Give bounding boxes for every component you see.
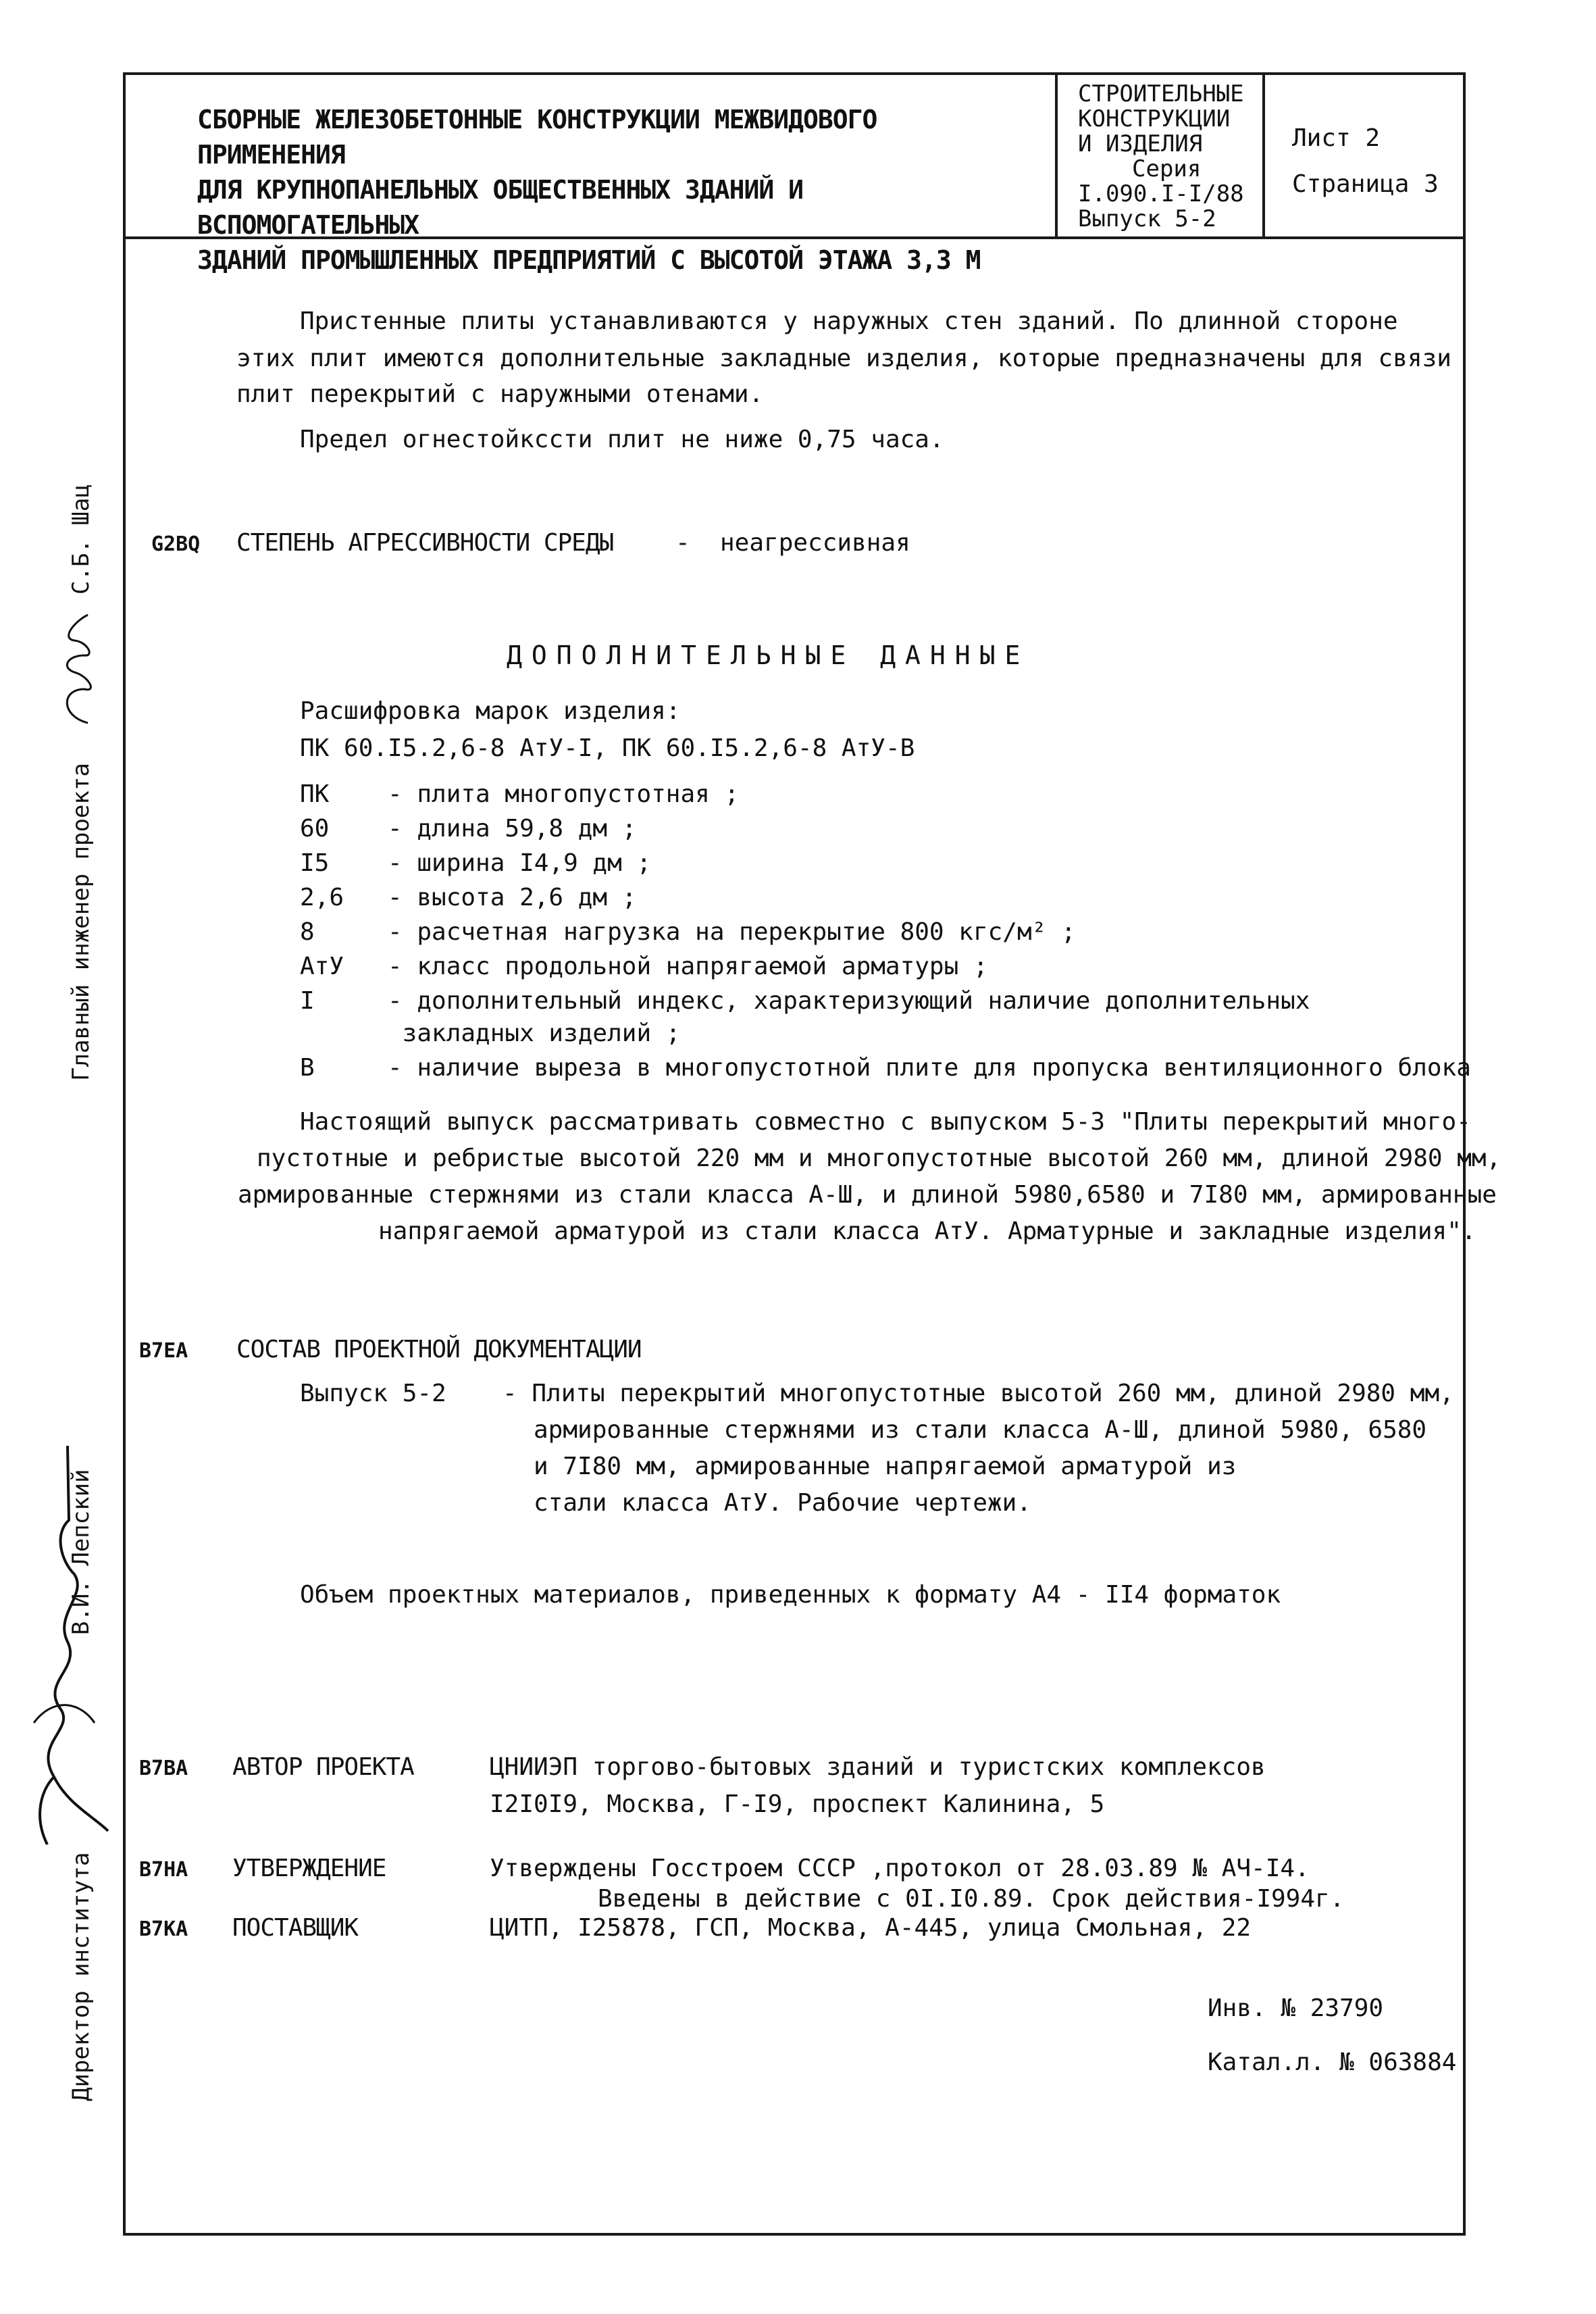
- decode-row: [300, 884, 636, 911]
- section-label: АВТОР ПРОЕКТА: [232, 1753, 414, 1781]
- note-line: Настоящий выпуск рассматривать совместно с выпуском 5-3 "Плиты перекрытий много-: [300, 1108, 1471, 1136]
- decode-key: ПК: [300, 780, 330, 808]
- decode-title: Расшифровка марок изделия:: [300, 697, 681, 725]
- decode-value: - плита многопустотная ;: [388, 780, 740, 808]
- note-line: армированные стержнями из стали класса А-Ш, и длиной 5980,6580 и 7I80 мм, армированные: [238, 1181, 1497, 1209]
- fire-resistance: Предел огнестойкссти плит не ниже 0,75 часа.: [300, 426, 944, 453]
- author-line: ЦНИИЭП торгово-бытовых зданий и туристских комплексов: [490, 1753, 1266, 1781]
- section-code: B7BA: [139, 1757, 188, 1780]
- decode-key: I5: [300, 849, 330, 877]
- section-code: B7KA: [139, 1917, 188, 1941]
- aggressiveness-value: неагрессивная: [720, 529, 910, 557]
- section-label: СОСТАВ ПРОЕКТНОЙ ДОКУМЕНТАЦИИ: [236, 1336, 642, 1363]
- supplier-line: ЦИТП, I25878, ГСП, Москва, А-445, улица Смольная, 22: [490, 1914, 1252, 1942]
- series-line: КОНСТРУКЦИИ: [1078, 105, 1231, 132]
- note-line: напрягаемой арматурой из стали класса АтУ. Арматурные и закладные изделия".: [378, 1217, 1476, 1245]
- section-label: УТВЕРЖДЕНИЕ: [232, 1855, 386, 1882]
- sheet-number: Лист 2: [1292, 124, 1381, 152]
- approval-line: Утверждены Госстроем СССР ,протокол от 28.03.89 № АЧ-I4.: [490, 1855, 1310, 1882]
- director-signature: [14, 1439, 128, 1858]
- decode-key: 60: [300, 815, 330, 842]
- section-heading: ДОПОЛНИТЕЛЬНЫЕ ДАННЫЕ: [507, 640, 1030, 670]
- documentation-line: - Плиты перекрытий многопустотные высотой 260 мм, длиной 2980 мм,: [503, 1380, 1454, 1407]
- decode-value: закладных изделий ;: [388, 1020, 681, 1047]
- decode-value: - класс продольной напрягаемой арматуры ;: [388, 953, 988, 980]
- decode-value: - высота 2,6 дм ;: [388, 884, 637, 911]
- decode-key: 2,6: [300, 884, 344, 911]
- intro-line: Пристенные плиты устанавливаются у наружных стен зданий. По длинной стороне: [300, 307, 1398, 335]
- director-name: В.И. Лепский: [68, 1469, 95, 1635]
- series-line: Серия: [1132, 155, 1202, 182]
- decode-key: АтУ: [300, 953, 344, 980]
- decode-row: [300, 780, 739, 808]
- series-line: И ИЗДЕЛИЯ: [1078, 130, 1203, 157]
- documentation-line: стали класса АтУ. Рабочие чертежи.: [534, 1489, 1031, 1517]
- decode-row: [300, 1054, 1471, 1082]
- decode-row: [300, 1020, 680, 1047]
- section-label: ПОСТАВЩИК: [232, 1914, 359, 1942]
- decode-key: 8: [300, 918, 315, 946]
- note-line: пустотные и ребристые высотой 220 мм и многопустотные высотой 260 мм, длиной 2980 мм,: [257, 1145, 1501, 1172]
- decode-value: - дополнительный индекс, характеризующий наличие дополнительных: [388, 987, 1310, 1015]
- section-code: G2BQ: [151, 532, 201, 556]
- decode-value: - длина 59,8 дм ;: [388, 815, 637, 842]
- decode-row: [300, 987, 1310, 1015]
- inventory-number: Инв. № 23790: [1208, 1994, 1384, 2022]
- dash: -: [675, 529, 690, 557]
- title-block: [123, 72, 1466, 275]
- intro-line: этих плит имеются дополнительные закладные изделия, которые предназначены для связи: [236, 345, 1451, 372]
- series-number: I.090.I-I/88: [1078, 180, 1244, 207]
- decode-key: I: [300, 987, 315, 1015]
- chief-engineer-name: С.Б. Шац: [68, 484, 95, 595]
- volume-line: Объем проектных материалов, приведенных к формату А4 - II4 форматок: [300, 1581, 1281, 1609]
- decode-row: [300, 953, 988, 980]
- section-code: B7HA: [139, 1858, 188, 1882]
- series-line: СТРОИТЕЛЬНЫЕ: [1078, 80, 1244, 107]
- director-label: Директор института: [68, 1852, 95, 2101]
- issue-label: Выпуск 5-2: [300, 1380, 446, 1407]
- decode-row: [300, 918, 1076, 946]
- decode-row: [300, 815, 636, 842]
- page-number: Страница 3: [1292, 170, 1439, 198]
- decode-value: - расчетная нагрузка на перекрытие 800 кгс/м² ;: [388, 918, 1076, 946]
- title-line: СБОРНЫЕ ЖЕЛЕЗОБЕТОННЫЕ КОНСТРУКЦИИ МЕЖВИДОВОГО ПРИМЕНЕНИЯ: [197, 105, 877, 170]
- title-line: ДЛЯ КРУПНОПАНЕЛЬНЫХ ОБЩЕСТВЕННЫХ ЗДАНИЙ И ВСПОМОГАТЕЛЬНЫХ: [197, 175, 803, 240]
- decode-key: В: [300, 1054, 315, 1082]
- decode-row: [300, 849, 651, 877]
- catalog-number: Катал.л. № 063884: [1208, 2048, 1457, 2076]
- decode-value: - наличие выреза в многопустотной плите для пропуска вентиляционного блока: [388, 1054, 1471, 1082]
- series-block: [1058, 75, 1265, 236]
- product-marks: ПК 60.I5.2,6-8 АтУ-I, ПК 60.I5.2,6-8 АтУ-В: [300, 734, 915, 762]
- document-title: [126, 75, 1058, 275]
- chief-engineer-label: Главный инженер проекта: [68, 763, 95, 1081]
- chief-engineer-signature: [47, 608, 108, 730]
- documentation-line: и 7I80 мм, армированные напрягаемой арматурой из: [534, 1453, 1237, 1480]
- author-line: I2I0I9, Москва, Г-I9, проспект Калинина, 5: [490, 1790, 1105, 1818]
- decode-value: - ширина I4,9 дм ;: [388, 849, 652, 877]
- section-code: B7EA: [139, 1339, 188, 1363]
- documentation-line: армированные стержнями из стали класса А-Ш, длиной 5980, 6580: [534, 1416, 1427, 1444]
- intro-line: плит перекрытий с наружными отенами.: [236, 380, 764, 408]
- sheet-block: [1265, 75, 1463, 236]
- section-label: СТЕПЕНЬ АГРЕССИВНОСТИ СРЕДЫ: [236, 529, 614, 557]
- title-line: ЗДАНИЙ ПРОМЫШЛЕННЫХ ПРЕДПРИЯТИЙ С ВЫСОТОЙ ЭТАЖА 3,3 М: [197, 245, 981, 275]
- issue-number: Выпуск 5-2: [1078, 205, 1216, 232]
- approval-line: Введены в действие с 0I.I0.89. Срок действия-I994г.: [598, 1885, 1345, 1913]
